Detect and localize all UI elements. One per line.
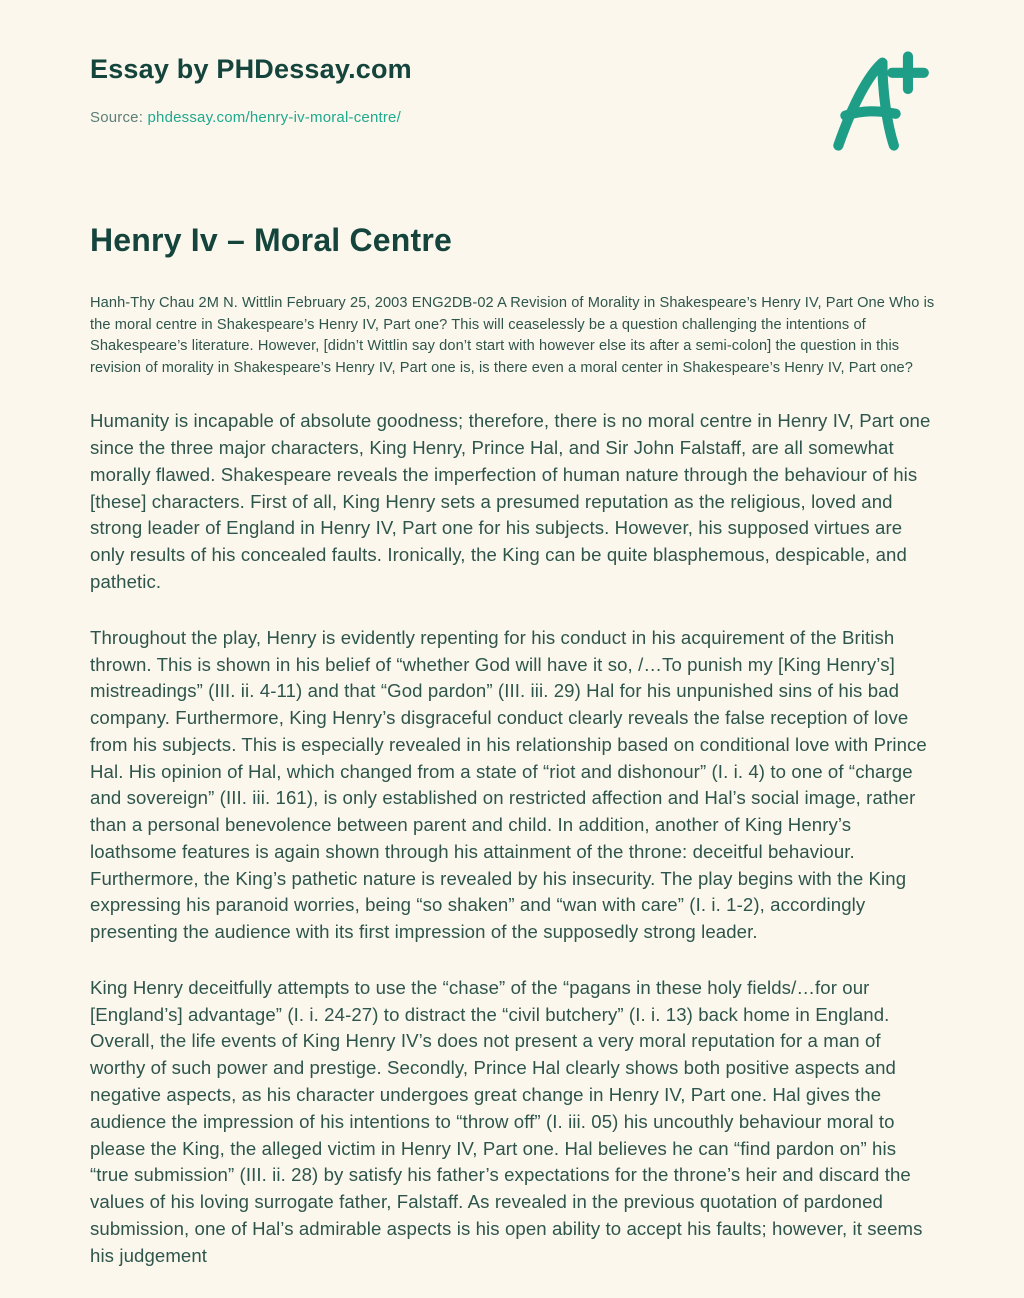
essay-meta-paragraph: Hanh-Thy Chau 2M N. Wittlin February 25, 2003 ENG2DB-02 A Revision of Morality in Shakespeare’s Henry IV, Part One Who is the moral centre in Shakespeare’s Henry IV, Part one? This will ceaselessly be a question challenging the intentions of Shakespeare’s literature. However, [didn’t Wittlin say don’t start with however else its after a semi-colon] the question in this revision of morality in Shakespeare’s Henry IV, Part one is, is there even a moral center in Shakespeare’s Henry IV, Part one? bbox=[90, 295, 935, 376]
essay-content bbox=[90, 222, 936, 1269]
essay-paragraph-1: Humanity is incapable of absolute goodness; therefore, there is no moral centre in Henry IV, Part one since the three major characters, King Henry, Prince Hal, and Sir John Falstaff, are all somewhat morally flawed. Shakespeare reveals the imperfection of human nature through the behaviour of his [these] characters. First of all, King Henry sets a presumed reputation as the religious, loved and strong leader of England in Henry IV, Part one for his subjects. However, his supposed virtues are only results of his concealed faults. Ironically, the King can be quite blasphemous, despicable, and pathetic. bbox=[90, 410, 931, 592]
header-left bbox=[90, 46, 412, 126]
source-line bbox=[90, 109, 412, 126]
source-link[interactable]: phdessay.com/henry-iv-moral-centre/ bbox=[147, 109, 401, 126]
essay-title: Henry Iv – Moral Centre bbox=[90, 222, 453, 258]
essay-paragraph-3: King Henry deceitfully attempts to use the “chase” of the “pagans in these holy fields/…for our [England’s] advantage” (I. i. 24-27) to distract the “civil butchery” (I. i. 13) back home in England. Overall, the life events of King Henry IV’s does not present a very moral reputation for a man of worthy of such power and prestige. Secondly, Prince Hal clearly shows both positive aspects and negative aspects, as his character undergoes great change in Henry IV, Part one. Hal gives the audience the impression of his intentions to “throw off” (I. iii. 05) his uncouthly behaviour moral to please the King, the alleged victim in Henry IV, Part one. Hal believes he can “find pardon on” his “true submission” (III. ii. 28) by satisfy his father’s expectations for the throne’s heir and discard the values of his loving surrogate father, Falstaff. As revealed in the previous quotation of pardoned submission, one of Hal’s admirable aspects is his open ability to accept his faults; however, it seems his judgement bbox=[90, 976, 923, 1266]
page-header bbox=[90, 46, 936, 156]
a-plus-logo-icon bbox=[826, 46, 930, 156]
essay-paragraph-2: Throughout the play, Henry is evidently repenting for his conduct in his acquirement of the British thrown. This is shown in his belief of “whether God will have it so, /…To punish my [King Henry’s] mistreadings” (III. ii. 4-11) and that “God pardon” (III. iii. 29) Hal for his unpunished sins of his bad company. Furthermore, King Henry’s disgraceful conduct clearly reveals the false reception of love from his subjects. This is especially revealed in his relationship based on conditional love with Prince Hal. His opinion of Hal, which changed from a state of “riot and dishonour” (I. i. 4) to one of “charge and sovereign” (III. iii. 161), is only established on restricted affection and Hal’s social image, rather than a personal benevolence between parent and child. In addition, another of King Henry’s loathsome features is again shown through his attainment of the throne: deceitful behaviour. Furthermore, the King’s pathetic nature is revealed by his insecurity. The play begins with the King expressing his paranoid worries, being “so shaken” and “wan with care” (I. i. 1-2), accordingly presenting the audience with its first impression of the supposedly strong leader. bbox=[90, 626, 927, 943]
brand-title: Essay by PHDessay.com bbox=[90, 54, 412, 84]
source-label: Source: bbox=[90, 109, 144, 126]
